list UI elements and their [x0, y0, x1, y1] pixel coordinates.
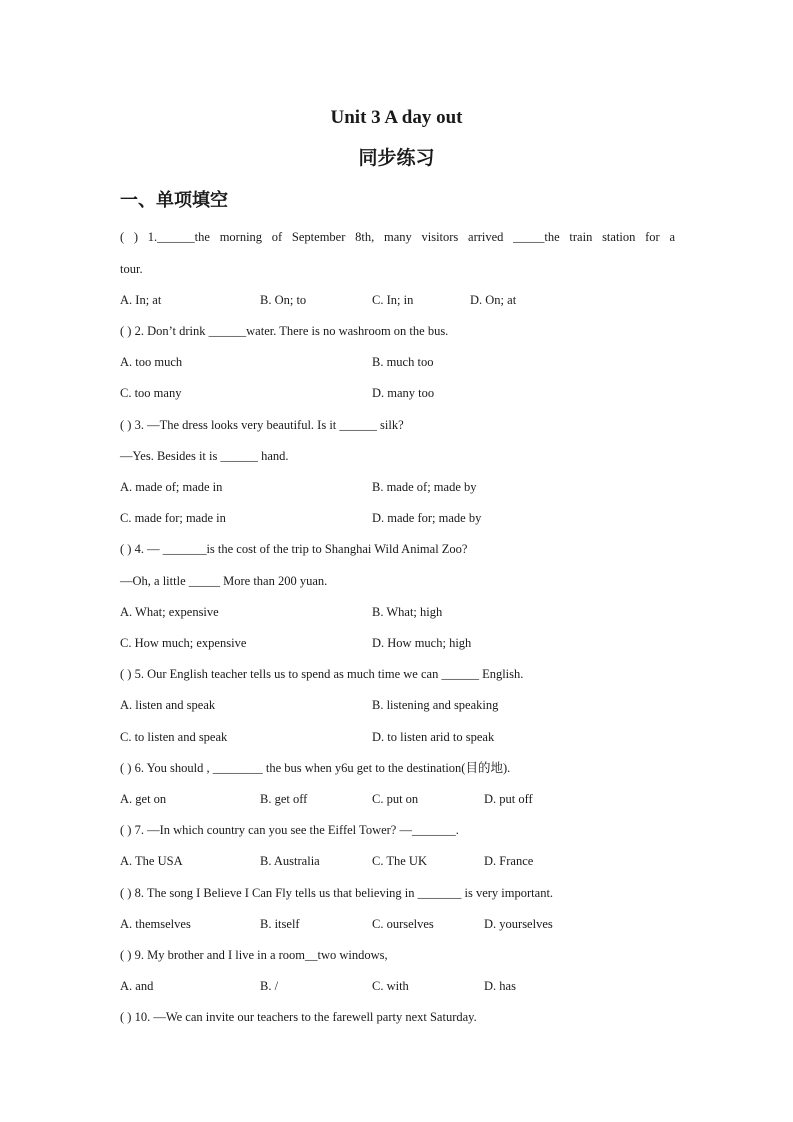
document-title: Unit 3 A day out	[330, 107, 463, 128]
question-2-stem: ( ) 2. Don’t drink ______water. There is no washroom on the bus.	[120, 324, 449, 338]
question-1-stem: ( ) 1.______the morning of September 8th, many visitors arrived _____the train station for a	[120, 230, 675, 244]
question-2-option-a: A. too much	[120, 355, 183, 369]
question-1-option-a: A. In; at	[120, 293, 162, 307]
question-1-option-d: D. On; at	[470, 293, 517, 307]
question-2-option-b: B. much too	[372, 355, 434, 369]
question-6-option-b: B. get off	[260, 792, 308, 806]
question-3-option-d: D. made for; made by	[372, 511, 482, 525]
question-6-option-d: D. put off	[484, 792, 533, 806]
question-4-option-d: D. How much; high	[372, 636, 472, 650]
section-heading: 一、单项填空	[120, 190, 228, 210]
question-1-option-c: C. In; in	[372, 293, 414, 307]
question-3-option-c: C. made for; made in	[120, 511, 226, 525]
question-2-option-c: C. too many	[120, 386, 182, 400]
question-7-option-d: D. France	[484, 854, 534, 868]
question-4-stem: ( ) 4. — _______is the cost of the trip to Shanghai Wild Animal Zoo?	[120, 542, 468, 556]
question-8-option-c: C. ourselves	[372, 917, 434, 931]
question-3-stem-continued: —Yes. Besides it is ______ hand.	[120, 449, 289, 463]
question-6-stem: ( ) 6. You should , ________ the bus when y6u get to the destination(目的地).	[120, 761, 511, 775]
question-5-option-a: A. listen and speak	[120, 698, 216, 712]
question-9-option-c: C. with	[372, 979, 409, 993]
question-10-stem: ( ) 10. —We can invite our teachers to the farewell party next Saturday.	[120, 1010, 477, 1024]
question-6-option-a: A. get on	[120, 792, 167, 806]
question-6-option-c: C. put on	[372, 792, 419, 806]
question-4-stem-continued: —Oh, a little _____ More than 200 yuan.	[120, 574, 328, 588]
question-7-stem: ( ) 7. —In which country can you see the Eiffel Tower? —_______.	[120, 823, 459, 837]
question-9-stem: ( ) 9. My brother and I live in a room__two windows,	[120, 948, 388, 962]
document-subtitle: 同步练习	[358, 148, 435, 169]
question-5-option-b: B. listening and speaking	[372, 698, 499, 712]
question-2-option-d: D. many too	[372, 386, 435, 400]
question-9-option-d: D. has	[484, 979, 516, 993]
question-7-option-c: C. The UK	[372, 854, 427, 868]
question-5-stem: ( ) 5. Our English teacher tells us to spend as much time we can ______ English.	[120, 667, 524, 681]
question-4-option-b: B. What; high	[372, 605, 443, 619]
question-8-option-b: B. itself	[260, 917, 300, 931]
question-7-option-b: B. Australia	[260, 854, 320, 868]
question-9-option-a: A. and	[120, 979, 154, 993]
question-4-option-a: A. What; expensive	[120, 605, 219, 619]
question-8-option-a: A. themselves	[120, 917, 191, 931]
question-7-option-a: A. The USA	[120, 854, 183, 868]
question-3-stem: ( ) 3. —The dress looks very beautiful. Is it ______ silk?	[120, 418, 404, 432]
question-8-stem: ( ) 8. The song I Believe I Can Fly tells us that believing in _______ is very important.	[120, 886, 554, 900]
question-5-option-c: C. to listen and speak	[120, 730, 228, 744]
question-4-option-c: C. How much; expensive	[120, 636, 247, 650]
question-1-stem-continued: tour.	[120, 262, 143, 276]
question-1-option-b: B. On; to	[260, 293, 307, 307]
question-3-option-a: A. made of; made in	[120, 480, 223, 494]
question-3-option-b: B. made of; made by	[372, 480, 477, 494]
question-9-option-b: B. /	[260, 979, 279, 993]
question-5-option-d: D. to listen arid to speak	[372, 730, 495, 744]
question-8-option-d: D. yourselves	[484, 917, 553, 931]
